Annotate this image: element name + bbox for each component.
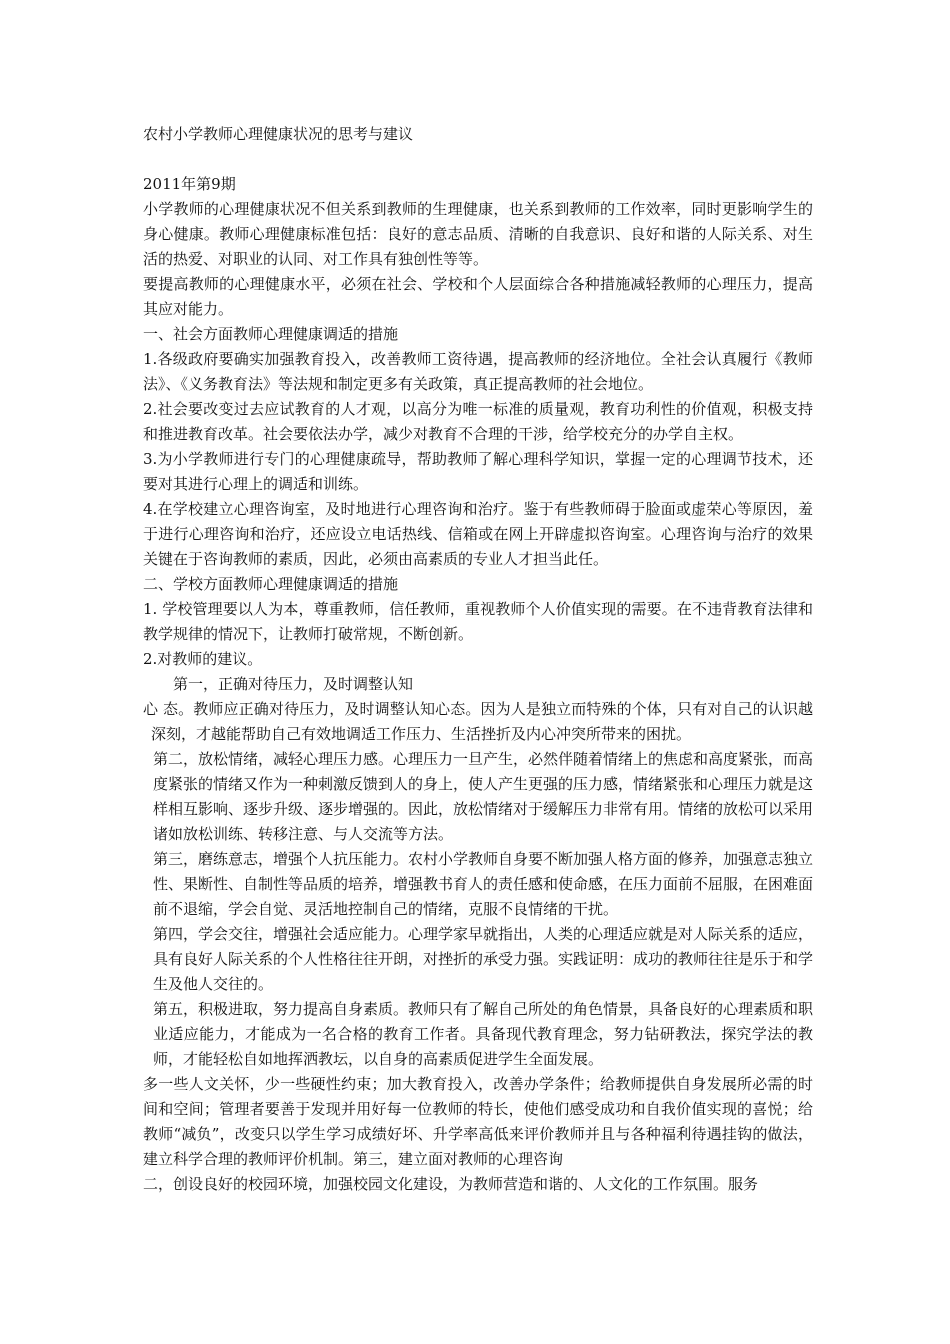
advice-step-5: 第五，积极进取，努力提高自身素质。教师只有了解自己所处的角色情景，具备良好的心理素质和职业适应能力，才能成为一名合格的教育工作者。具备现代教育理念，努力钻研教法，探究学法的教师，才能轻松自如地挥洒教坛，以自身的高素质促进学生全面发展。 [153, 1000, 814, 1068]
section-heading-social: 一、社会方面教师心理健康调适的措施 [143, 325, 399, 343]
paragraph-summary: 要提高教师的心理健康水平，必须在社会、学校和个人层面综合各种措施减轻教师的心理压力，提高其应对能力。 [143, 275, 813, 318]
school-item-1: 1. 学校管理要以人为本，尊重教师，信任教师，重视教师个人价值实现的需要。在不违背教育法律和教学规律的情况下，让教师打破常规，不断创新。 [143, 600, 813, 643]
paragraph-management: 多一些人文关怀，少一些硬性约束；加大教育投入，改善办学条件；给教师提供自身发展所必需的时间和空间；管理者要善于发现并用好每一位教师的特长，使他们感受成功和自我价值实现的喜悦；给教师“减负”，改变只以学生学习成绩好坏、升学率高低来评价教师并且与各种福利待遇挂钩的做法，建立科学合理的教师评价机制。第三，建立面对教师的心理咨询 [143, 1075, 813, 1168]
advice-step-1-heading: 第一，正确对待压力，及时调整认知 [173, 675, 414, 693]
document-body [143, 122, 813, 1197]
advice-step-2: 第二，放松情绪，减轻心理压力感。心理压力一旦产生，必然伴随着情绪上的焦虑和高度紧张，而高度紧张的情绪又作为一种刺激反馈到人的身上，使人产生更强的压力感，情绪紧张和心理压力就是这样相互影响、逐步升级、逐步增强的。因此，放松情绪对于缓解压力非常有用。情绪的放松可以采用诸如放松训练、转移注意、与人交流等方法。 [153, 750, 814, 843]
advice-step-4: 第四，学会交往，增强社会适应能力。心理学家早就指出，人类的心理适应就是对人际关系的适应，具有良好人际关系的个人性格往往开朗，对挫折的承受力强。实践证明：成功的教师往往是乐于和学生及他人交往的。 [153, 925, 814, 993]
advice-step-3: 第三，磨练意志，增强个人抗压能力。农村小学教师自身要不断加强人格方面的修养，加强意志独立性、果断性、自制性等品质的培养，增强教书育人的责任感和使命感，在压力面前不屈服，在困难面前不退缩，学会自觉、灵活地控制自己的情绪，克服不良情绪的干扰。 [153, 850, 814, 918]
social-item-3: 3.为小学教师进行专门的心理健康疏导，帮助教师了解心理科学知识，掌握一定的心理调节技术，还要对其进行心理上的调适和训练。 [143, 450, 813, 493]
advice-step-1-body: 心 态。教师应正确对待压力，及时调整认知心态。因为人是独立而特殊的个体，只有对自己的认识越深刻，才越能帮助自己有效地调适工作压力、生活挫折及内心冲突所带来的困扰。 [143, 700, 813, 743]
social-item-2: 2.社会要改变过去应试教育的人才观，以高分为唯一标准的质量观，教育功利性的价值观，积极支持和推进教育改革。社会要依法办学，减少对教育不合理的干涉，给学校充分的办学自主权。 [143, 400, 813, 443]
document-title: 农村小学教师心理健康状况的思考与建议 [143, 125, 414, 143]
social-item-4: 4.在学校建立心理咨询室，及时地进行心理咨询和治疗。鉴于有些教师碍于脸面或虚荣心等原因，羞于进行心理咨询和治疗，还应设立电话热线、信箱或在网上开辟虚拟咨询室。心理咨询与治疗的效果关键在于咨询教师的素质，因此，必须由高素质的专业人才担当此任。 [143, 500, 813, 568]
paragraph-intro: 小学教师的心理健康状况不但关系到教师的生理健康，也关系到教师的工作效率，同时更影响学生的身心健康。教师心理健康标准包括：良好的意志品质、清晰的自我意识、良好和谐的人际关系、对生活的热爱、对职业的认同、对工作具有独创性等等。 [143, 200, 813, 268]
school-item-2: 2.对教师的建议。 [143, 650, 263, 668]
paragraph-environment: 二，创设良好的校园环境，加强校园文化建设，为教师营造和谐的、人文化的工作氛围。服务 [143, 1175, 759, 1193]
social-item-1: 1.各级政府要确实加强教育投入，改善教师工资待遇，提高教师的经济地位。全社会认真履行《教师法》、《义务教育法》等法规和制定更多有关政策，真正提高教师的社会地位。 [143, 350, 813, 393]
issue-number: 2011年第9期 [143, 175, 236, 193]
section-heading-school: 二、学校方面教师心理健康调适的措施 [143, 575, 399, 593]
